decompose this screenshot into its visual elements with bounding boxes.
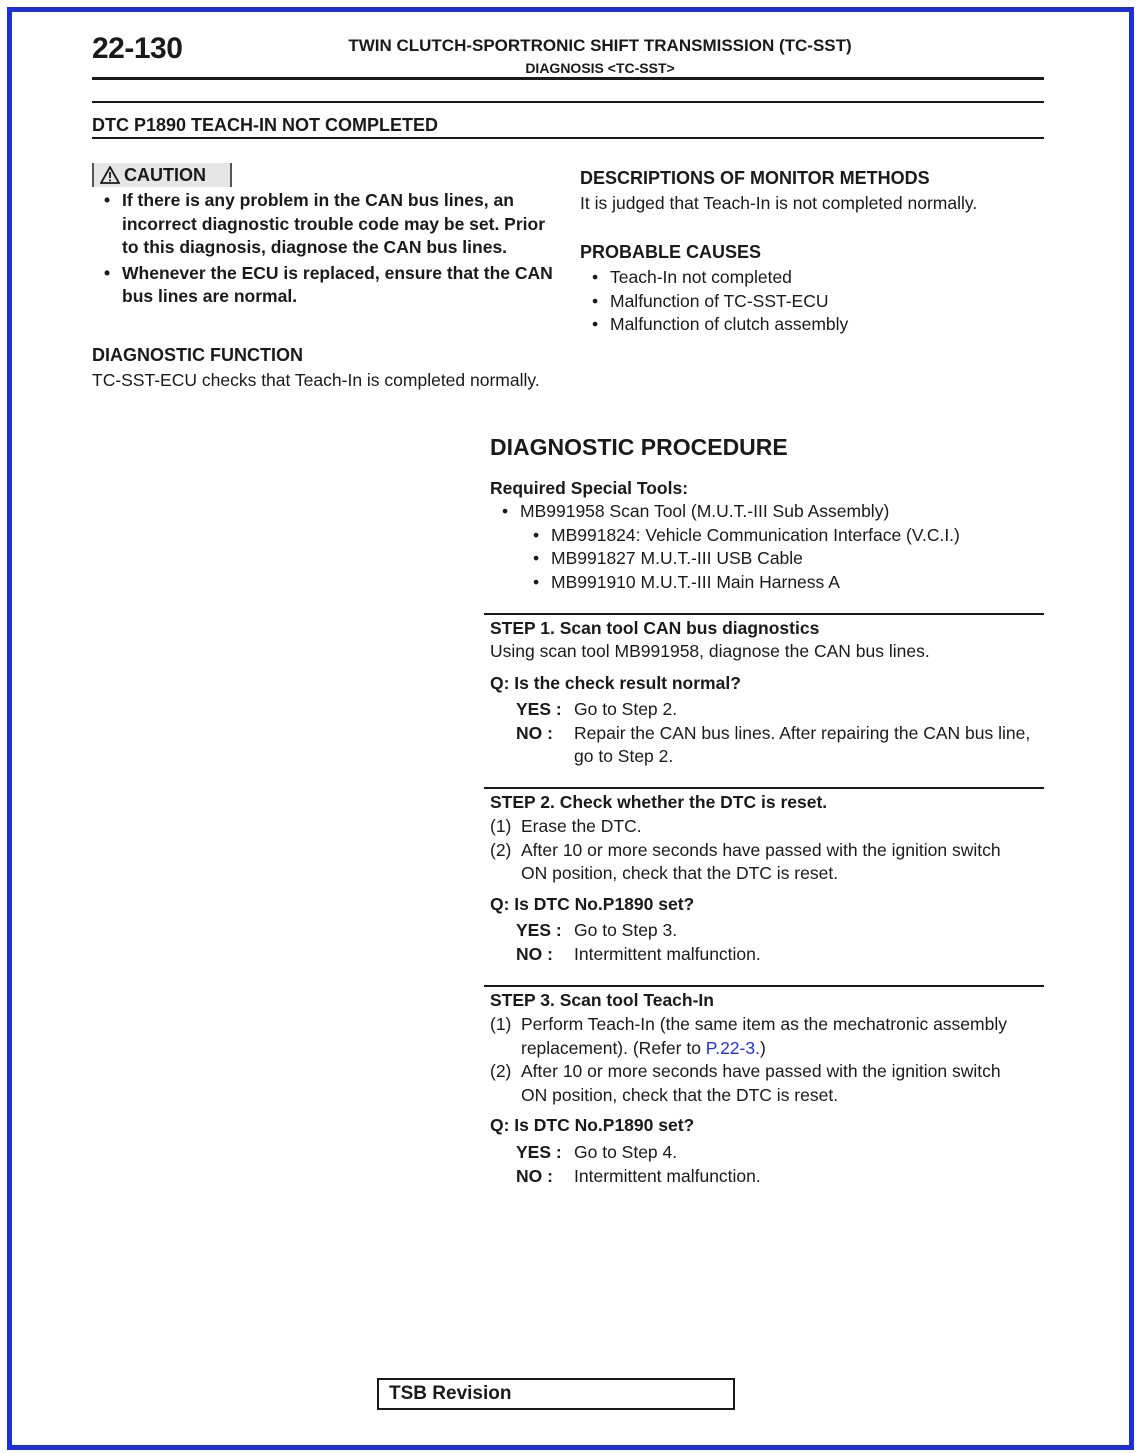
caution-label	[92, 163, 232, 187]
step2-title: STEP 2. Check whether the DTC is reset.	[490, 792, 828, 812]
diagnostic-function-text: TC-SST-ECU checks that Teach-In is completed normally.	[92, 370, 540, 390]
step3-question: Q: Is DTC No.P1890 set?	[490, 1115, 695, 1135]
tool-sub-item: • MB991910 M.U.T.-III Main Harness A	[521, 571, 1040, 595]
no-label: NO :	[516, 943, 553, 964]
page-reference-link[interactable]: P.22-3.	[705, 1037, 760, 1058]
probable-cause-item: • Teach-In not completed	[580, 266, 1040, 290]
monitor-methods-text: It is judged that Teach-In is not completed normally.	[580, 193, 978, 213]
special-tools-heading: Required Special Tools:	[490, 478, 689, 498]
section-title: TWIN CLUTCH-SPORTRONIC SHIFT TRANSMISSION (TC-SST)	[348, 36, 852, 55]
header-rule	[92, 77, 1044, 80]
probable-causes-heading: PROBABLE CAUSES	[580, 242, 762, 262]
step3-rule	[484, 985, 1044, 987]
step3-answers	[516, 1141, 1041, 1188]
step3-list	[490, 1013, 1010, 1107]
yes-answer: Go to Step 4.	[574, 1142, 678, 1162]
no-label: NO :	[516, 722, 553, 743]
step2-item-1: (1) Erase the DTC.	[490, 816, 642, 836]
probable-cause-item: • Malfunction of TC-SST-ECU	[580, 290, 1040, 314]
step1-question: Q: Is the check result normal?	[490, 673, 741, 693]
tool-sub-item: • MB991824: Vehicle Communication Interface (V.C.I.)	[521, 524, 1040, 548]
yes-answer: Go to Step 3.	[574, 920, 678, 940]
diagnostic-procedure-heading: DIAGNOSTIC PROCEDURE	[490, 434, 788, 460]
step2-item-2: (2) After 10 or more seconds have passed with the ignition switch ON position, check that the DTC is reset.	[490, 839, 1001, 883]
no-answer: Repair the CAN bus lines. After repairing the CAN bus line, go to Step 2.	[574, 722, 1031, 766]
title-rule-top	[92, 101, 1044, 103]
step3-title: STEP 3. Scan tool Teach-In	[490, 990, 714, 1010]
probable-cause-item: • Malfunction of clutch assembly	[580, 313, 1040, 337]
title-rule-bottom	[92, 137, 1044, 139]
step2-list	[490, 815, 1010, 886]
caution-item: • If there is any problem in the CAN bus lines, an incorrect diagnostic trouble code may be set. Prior to this diagnosis, diagnose the CAN bus lines.	[92, 189, 554, 260]
no-label: NO :	[516, 1165, 553, 1186]
step2-rule	[484, 787, 1044, 789]
diagnostic-function-heading: DIAGNOSTIC FUNCTION	[92, 345, 303, 365]
yes-label: YES :	[516, 699, 562, 719]
probable-causes-list	[580, 266, 1040, 337]
tool-item: • MB991958 Scan Tool (M.U.T.-III Sub Assembly)	[490, 500, 1040, 524]
section-subtitle: DIAGNOSIS <TC-SST>	[525, 60, 675, 76]
page-number: 22-130	[92, 32, 183, 65]
step1-title: STEP 1. Scan tool CAN bus diagnostics	[490, 618, 820, 638]
no-answer: Intermittent malfunction.	[574, 1165, 761, 1186]
step1-answers	[516, 698, 1041, 769]
step3-item-2: (2) After 10 or more seconds have passed with the ignition switch ON position, check that the DTC is reset.	[490, 1061, 1001, 1105]
step2-question: Q: Is DTC No.P1890 set?	[490, 894, 695, 914]
tsb-revision-box: TSB Revision	[377, 1378, 735, 1410]
monitor-methods-heading: DESCRIPTIONS OF MONITOR METHODS	[580, 168, 930, 188]
caution-item: • Whenever the ECU is replaced, ensure that the CAN bus lines are normal.	[92, 262, 554, 309]
yes-answer: Go to Step 2.	[574, 699, 678, 719]
yes-label: YES :	[516, 920, 562, 940]
no-answer: Intermittent malfunction.	[574, 943, 761, 964]
special-tools-list	[490, 500, 1040, 594]
step1-text: Using scan tool MB991958, diagnose the CAN bus lines.	[490, 641, 930, 661]
warning-triangle-icon	[100, 166, 120, 184]
yes-label: YES :	[516, 1142, 562, 1162]
caution-list	[92, 189, 554, 309]
dtc-title: DTC P1890 TEACH-IN NOT COMPLETED	[92, 115, 439, 135]
step1-rule	[484, 613, 1044, 615]
caution-text: CAUTION	[124, 164, 206, 185]
step2-answers	[516, 919, 1041, 966]
step3-item-1: (1) Perform Teach-In (the same item as the mechatronic assembly replacement). (Refer to P.22-3.)	[490, 1014, 1007, 1058]
tool-sub-item: • MB991827 M.U.T.-III USB Cable	[521, 547, 1040, 571]
